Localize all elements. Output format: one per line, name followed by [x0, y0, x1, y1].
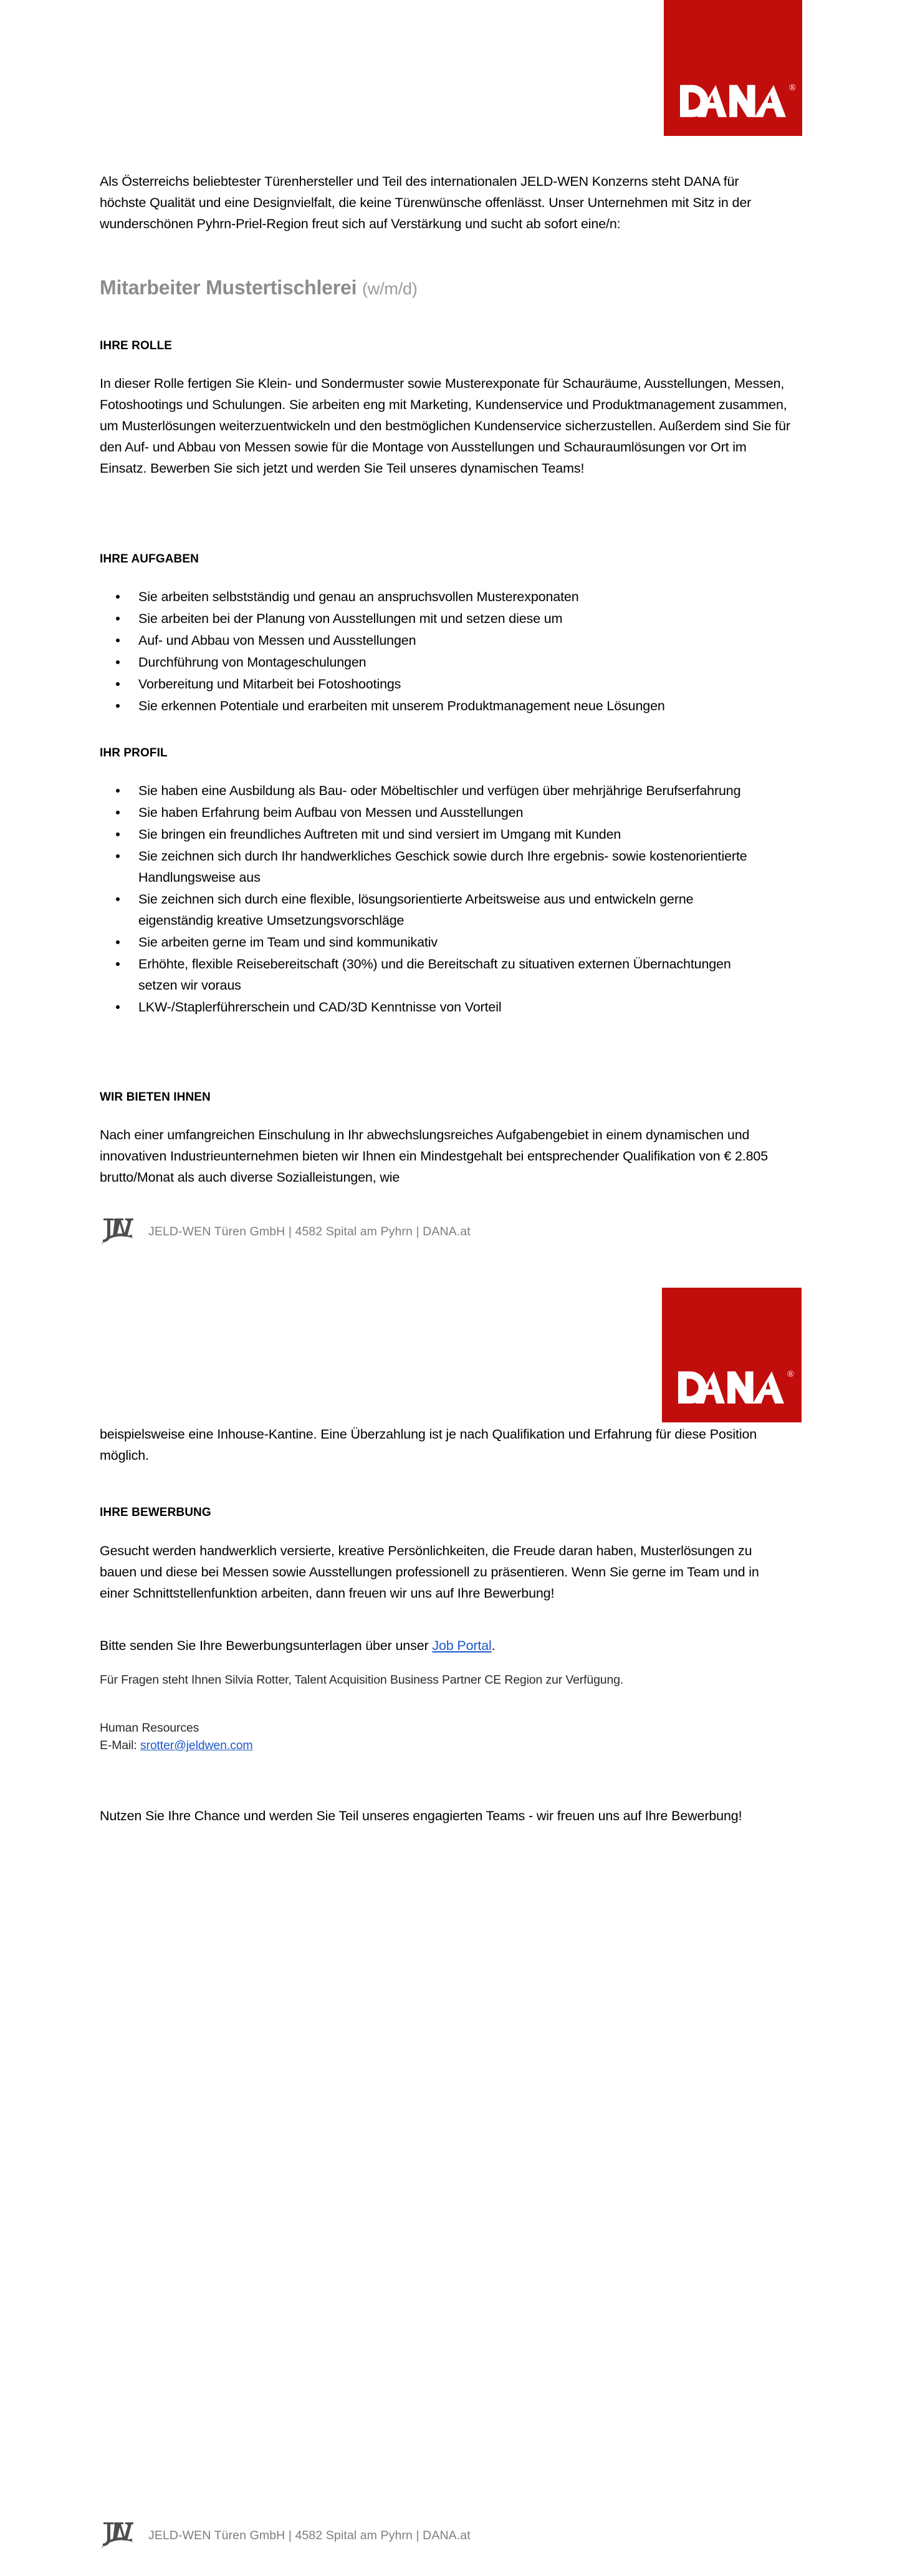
- footer-company-line: JELD-WEN Türen GmbH | 4582 Spital am Pyhrn | DANA.at: [148, 1224, 471, 1238]
- section-heading-offer: WIR BIETEN IHNEN: [100, 1091, 211, 1104]
- tasks-list: [100, 586, 760, 717]
- jeld-wen-logo-icon: [100, 2521, 138, 2550]
- job-portal-line: [100, 1635, 792, 1656]
- list-item: Sie zeichnen sich durch Ihr handwerkliches Geschick sowie durch Ihre ergebnis- sowie kostenorientierte Handlungsweise aus: [100, 846, 760, 888]
- job-portal-link[interactable]: Job Portal: [432, 1638, 492, 1653]
- hr-contact-block: [100, 1719, 792, 1754]
- closing-block: [100, 1805, 788, 1826]
- list-item: Sie haben eine Ausbildung als Bau- oder Möbeltischler und verfügen über mehrjährige Berufserfahrung: [100, 780, 760, 801]
- list-item: Sie arbeiten selbstständig und genau an anspruchsvollen Musterexponaten: [100, 586, 760, 607]
- list-item: Sie arbeiten gerne im Team und sind kommunikativ: [100, 932, 760, 953]
- role-paragraph: In dieser Rolle fertigen Sie Klein- und Sondermuster sowie Musterexponate für Schauräume, Ausstellungen, Messen, Fotoshootings und Schulungen. Sie arbeiten eng mit Marketing, Kundenservice und Produktmanagement zusammen, um Musterlösungen weiterzuentwickeln und den bestmöglichen Kundenservice sicherzustellen. Außerdem sind Sie für den Auf- und Abbau von Messen sowie für die Montage von Ausstellungen und Schauraumlösungen vor Ort im Einsatz. Bewerben Sie sich jetzt und werden Sie Teil unseres dynamischen Teams!: [100, 376, 790, 476]
- section-heading-tasks: IHRE AUFGABEN: [100, 552, 199, 566]
- list-item: Sie bringen ein freundliches Auftreten mit und sind versiert im Umgang mit Kunden: [100, 824, 760, 845]
- footer-company-line: JELD-WEN Türen GmbH | 4582 Spital am Pyhrn | DANA.at: [148, 2528, 471, 2542]
- intro-paragraph: Als Österreichs beliebtester Türenhersteller und Teil des internationalen JELD-WEN Konzerns steht DANA für höchste Qualität und eine Designvielfalt, die keine Türenwünsche offenlässt. Unser Unternehmen mit Sitz in der wunderschönen Pyhrn-Priel-Region freut sich auf Verstärkung und sucht ab sofort eine/n:: [100, 174, 752, 231]
- page-footer: [100, 2521, 471, 2550]
- section-body-offer: [100, 1124, 779, 1188]
- hr-email-link[interactable]: srotter@jeldwen.com: [140, 1739, 253, 1752]
- job-title-suffix: (w/m/d): [362, 279, 418, 298]
- offer-paragraph-part2: beispielsweise eine Inhouse-Kantine. Eine Überzahlung ist je nach Qualifikation und Erfahrung für diese Position möglich.: [100, 1427, 757, 1463]
- dana-wordmark-icon: [680, 83, 796, 117]
- section-heading-application: IHRE BEWERBUNG: [100, 1506, 211, 1519]
- section-heading-role: IHRE ROLLE: [100, 339, 173, 352]
- registered-trademark-icon: ®: [788, 83, 796, 93]
- document-page-1: [0, 0, 910, 1272]
- document-page-2: [0, 1272, 910, 2576]
- list-item: Sie erkennen Potentiale und erarbeiten mit unserem Produktmanagement neue Lösungen: [100, 695, 760, 716]
- list-item: Vorbereitung und Mitarbeit bei Fotoshootings: [100, 673, 760, 695]
- offer-paragraph-part1: Nach einer umfangreichen Einschulung in Ihr abwechslungsreiches Aufgabengebiet in einem dynamischen und innovativen Industrieunternehmen bieten wir Ihnen ein Mindestgehalt bei entsprechender Qualifikation von € 2.805 brutto/Monat als auch diverse Sozialleistungen, wie: [100, 1127, 769, 1185]
- list-item: Sie zeichnen sich durch eine flexible, lösungsorientierte Arbeitsweise aus und entwickeln gerne eigenständig kreative Umsetzungsvorschläge: [100, 889, 760, 931]
- list-item: Sie arbeiten bei der Planung von Ausstellungen mit und setzen diese um: [100, 608, 760, 629]
- application-paragraph: Gesucht werden handwerklich versierte, kreative Persönlichkeiten, die Freude daran haben, Musterlösungen zu bauen und diese bei Messen sowie Ausstellungen professionell zu präsentieren. Wenn Sie gerne im Team und in einer Schnittstellenfunktion arbeiten, dann freuen wir uns auf Ihre Bewerbung!: [100, 1543, 759, 1601]
- application-body: [100, 1540, 785, 1604]
- dana-wordmark-icon: [678, 1369, 794, 1404]
- dana-logo: [664, 0, 802, 136]
- offer-continuation: [100, 1424, 782, 1466]
- list-item: Auf- und Abbau von Messen und Ausstellungen: [100, 630, 760, 651]
- hr-department: Human Resources: [100, 1721, 199, 1735]
- list-item: Erhöhte, flexible Reisebereitschaft (30%) und die Bereitschaft zu situativen externen Übernachtungen setzen wir voraus: [100, 953, 760, 996]
- section-heading-profile: IHR PROFIL: [100, 746, 168, 760]
- email-label: E-Mail:: [100, 1739, 140, 1752]
- hr-email-line: [100, 1737, 792, 1754]
- jeld-wen-logo-icon: [100, 1217, 138, 1246]
- list-item: LKW-/Staplerführerschein und CAD/3D Kenntnisse von Vorteil: [100, 996, 760, 1018]
- job-portal-sentence: [100, 1635, 792, 1656]
- page-title: [100, 275, 792, 301]
- dana-logo-page-2: [662, 1288, 802, 1422]
- list-item: Sie haben Erfahrung beim Aufbau von Messen und Ausstellungen: [100, 802, 760, 823]
- page-footer: [100, 1217, 471, 1246]
- contact-line-block: [100, 1671, 792, 1689]
- profile-list: [100, 780, 760, 1018]
- contact-person-line: Für Fragen steht Ihnen Silvia Rotter, Talent Acquisition Business Partner CE Region zur Verfügung.: [100, 1673, 624, 1687]
- job-title-text: Mitarbeiter Mustertischlerei: [100, 276, 357, 299]
- portal-text-after: .: [491, 1638, 496, 1653]
- intro-block: [100, 171, 785, 234]
- registered-trademark-icon: ®: [787, 1369, 794, 1379]
- closing-paragraph: Nutzen Sie Ihre Chance und werden Sie Teil unseres engagierten Teams - wir freuen uns auf Ihre Bewerbung!: [100, 1808, 742, 1823]
- list-item: Durchführung von Montageschulungen: [100, 652, 760, 673]
- section-body-role: [100, 373, 792, 479]
- portal-text-before: Bitte senden Sie Ihre Bewerbungsunterlagen über unser: [100, 1638, 433, 1653]
